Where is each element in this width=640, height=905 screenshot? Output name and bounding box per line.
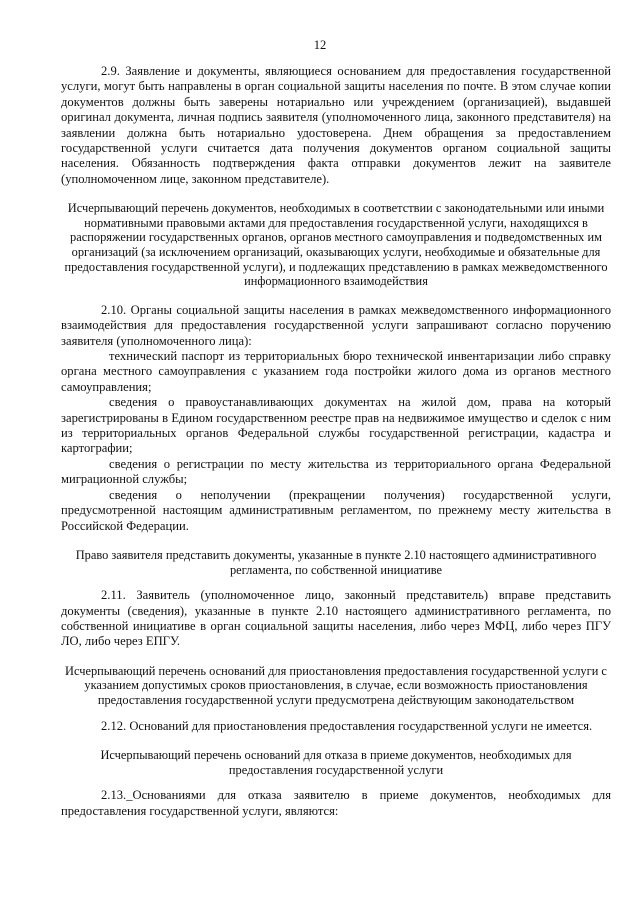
paragraph-2-9: 2.9. Заявление и документы, являющиеся основанием для предоставления государственной услуги, могут быть направлены в орган социальной защиты населения по почте. В этом случае копии документов должны быть заверены нотариально или учреждением (организацией), выдавшей оригинал документа, личная подпись заявителя (уполномоченного лица, законного представителя) на заявлении должна быть нотариально удостоверена. Днем обращения за предоставлением государственной услуги считается дата получения документов органом социальной защиты населения. Обязанность подтверждения факта отправки документов лежит на заявителе (уполномоченном лице, законном представителе).	[61, 64, 611, 186]
heading-refusal-grounds: Исчерпывающий перечень оснований для отказа в приеме документов, необходимых для предоставления государственной услуги	[100, 747, 572, 777]
list-item-technical-passport: технический паспорт из территориальных бюро технической инвентаризации либо справку органа местного самоуправления с указанием года постройки жилого дома из органов местного самоуправления;	[61, 349, 611, 394]
heading-applicant-right: Право заявителя представить документы, указанные в пункте 2.10 настоящего административного регламента, по собственной инициативе	[75, 547, 597, 577]
paragraph-2-13: 2.13._Основаниями для отказа заявителю в приеме документов, необходимых для предоставления государственной услуги, являются:	[61, 788, 611, 818]
page-number: 12	[313, 38, 327, 52]
paragraph-2-10: 2.10. Органы социальной защиты населения в рамках межведомственного информационного взаимодействия для предоставления государственной услуги запрашивают согласно поручению заявителя (уполномоченного лица):	[61, 302, 611, 348]
list-item-non-receipt: сведения о неполучении (прекращении получения) государственной услуги, предусмотренной настоящим административным регламентом, по прежнему месту жительства в Российской Федерации.	[61, 487, 611, 533]
list-item-registration: сведения о регистрации по месту жительства из территориального органа Федеральной миграционной службы;	[61, 456, 611, 487]
page-content	[61, 64, 611, 819]
paragraph-2-12: 2.12. Оснований для приостановления предоставления государственной услуги не имеется.	[101, 718, 593, 733]
paragraph-2-11: 2.11. Заявитель (уполномоченное лицо, законный представитель) вправе представить документы (сведения), указанные в пункте 2.10 настоящего административного регламента, по собственной инициативе в орган социальной защиты населения, либо через МФЦ, либо через ПГУ ЛО, либо через ЕПГУ.	[61, 588, 611, 649]
heading-suspension-grounds: Исчерпывающий перечень оснований для приостановления предоставления государственной услуги с указанием допустимых сроков приостановления, в случае, если возможность приостановления предоставления государственной услуги предусмотрена действующим законодательством	[65, 663, 607, 707]
list-item-title-documents: сведения о правоустанавливающих документах на жилой дом, права на который зарегистрированы в Едином государственном реестре прав на недвижимое имущество и сделок с ним из территориальных органов Федеральной службы государственной регистрации, кадастра и картографии;	[61, 395, 611, 456]
heading-documents-list: Исчерпывающий перечень документов, необходимых в соответствии с законодательными или иными нормативными правовыми актами для предоставления государственной услуги, находящихся в распоряжении государственных органов, органов местного самоуправления и подведомственных им организаций (за исключением организаций, оказывающих услуги, необходимые и обязательные для предоставления государственной услуги), и подлежащих представлению в рамках межведомственного информационного взаимодействия	[64, 201, 608, 289]
